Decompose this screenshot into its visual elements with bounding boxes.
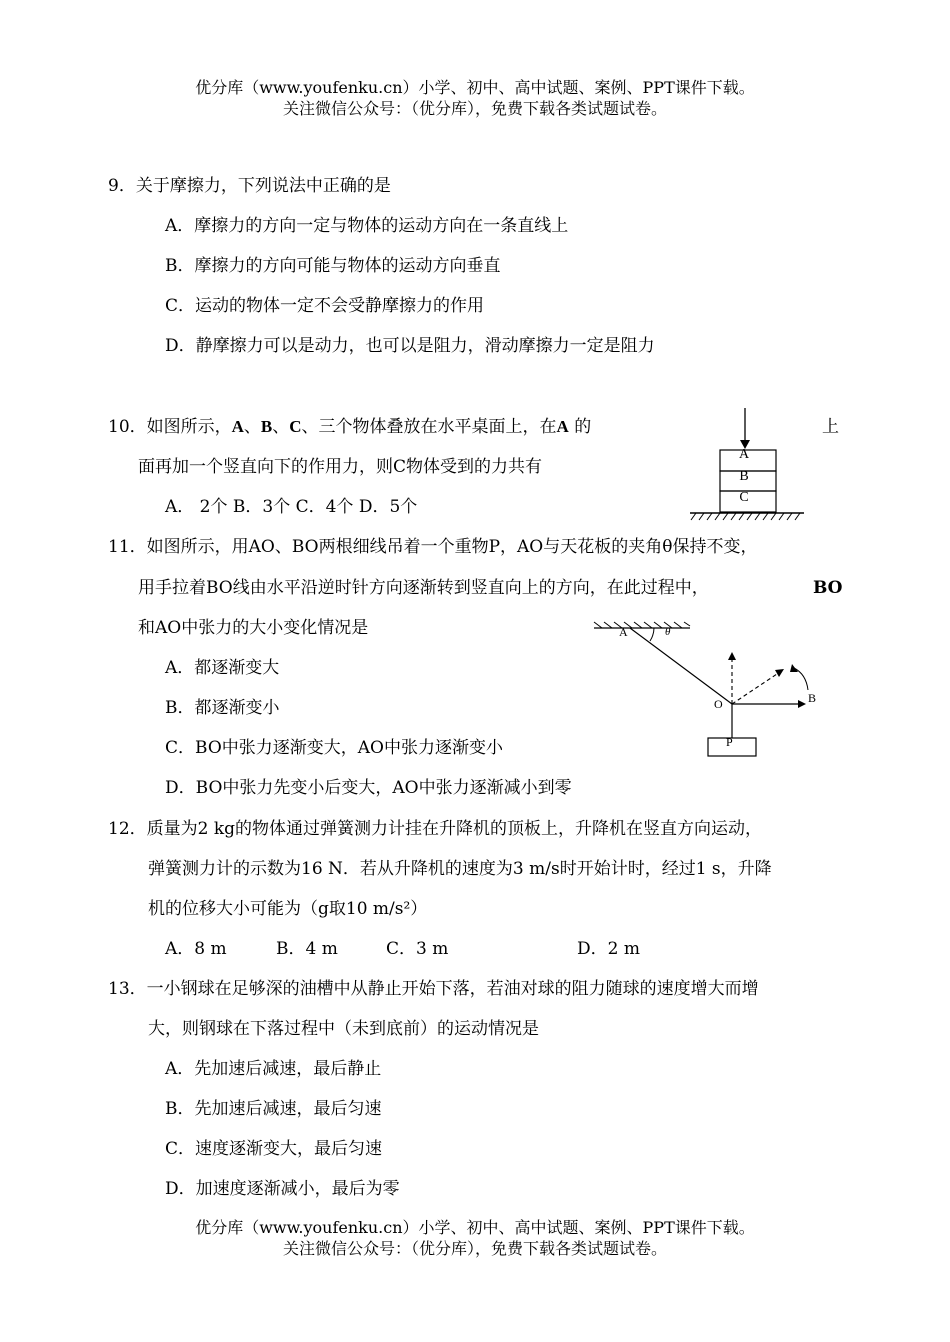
ceiling-hatching — [594, 622, 690, 628]
label-theta: θ — [665, 626, 671, 638]
label-o: O — [714, 697, 723, 711]
q12-line-2: 弹簧测力计的示数为16 N．若从升降机的速度为3 m/s时开始计时，经过1 s，升降 — [148, 859, 772, 879]
vertical-arrow-head — [728, 652, 736, 660]
rotation-arrow-head — [790, 664, 798, 672]
q13-line-1: 13．一小钢球在足够深的油槽中从静止开始下落，若油对球的阻力随球的速度增大而增 — [108, 979, 759, 999]
q11-option-b: B．都逐渐变小 — [165, 698, 280, 718]
q10-label-b: B — [260, 417, 273, 436]
q13-line-2: 大，则钢球在下落过程中（未到底前）的运动情况是 — [148, 1019, 539, 1039]
q11-line-1: 11．如图所示，用AO、BO两根细线吊着一个重物P，AO与天花板的夹角θ保持不变， — [108, 537, 758, 557]
angle-arc — [650, 628, 654, 641]
header-line-1: 优分库（www.youfenku.cn）小学、初中、高中试题、案例、PPT课件下载。 — [195, 78, 755, 97]
q10-label-c: C — [289, 417, 302, 436]
q11-option-c: C．BO中张力逐渐变大，AO中张力逐渐变小 — [165, 738, 503, 758]
q10-sep-1: 、 — [243, 417, 261, 437]
q10-label-a2: A — [556, 417, 569, 436]
q11-line-2-right: BO — [813, 578, 843, 598]
header-line-2: 关注微信公众号：（优分库），免费下载各类试题试卷。 — [282, 99, 667, 118]
q11-option-a: A．都逐渐变大 — [165, 658, 280, 678]
q10-label-a: A — [231, 417, 244, 436]
q10-mid: 、三个物体叠放在水平桌面上，在 — [301, 417, 557, 437]
q11-line-2: 用手拉着BO线由水平沿逆时针方向逐渐转到竖直向上的方向，在此过程中， — [138, 578, 709, 598]
diagonal-arrow-head — [775, 669, 784, 677]
fig-label-b: B — [739, 469, 749, 484]
q9-stem: 9．关于摩擦力，下列说法中正确的是 — [108, 176, 391, 196]
q10-sep-2: 、 — [272, 417, 290, 437]
table-hatching — [691, 513, 800, 520]
q12-option-d: D．2 m — [577, 939, 640, 959]
q10-line-2: 面再加一个竖直向下的作用力，则C物体受到的力共有 — [138, 457, 543, 477]
q13-option-b: B．先加速后减速，最后匀速 — [165, 1099, 382, 1119]
q10-figure — [688, 405, 806, 523]
q12-option-c: C．3 m — [386, 939, 449, 959]
dashed-diagonal — [732, 672, 780, 704]
q10-end: 的 — [568, 417, 592, 437]
q13-option-c: C．速度逐渐变大，最后匀速 — [165, 1139, 383, 1159]
q12-line-1: 12．质量为2 kg的物体通过弹簧测力计挂在升降机的顶板上，升降机在竖直方向运动， — [108, 819, 763, 839]
label-a: A — [619, 625, 628, 639]
q12-option-a: A．8 m — [165, 939, 227, 959]
q9-option-a: A．摩擦力的方向一定与物体的运动方向在一条直线上 — [165, 216, 569, 236]
q12-option-b: B．4 m — [276, 939, 338, 959]
string-ao — [630, 628, 732, 704]
q10-options: A． 2个 B．3个 C．4个 D．5个 — [165, 497, 418, 517]
q12-line-3: 机的位移大小可能为（g取10 m/s²） — [148, 899, 428, 919]
q9-option-d: D．静摩擦力可以是动力，也可以是阻力，滑动摩擦力一定是阻力 — [165, 336, 655, 356]
q11-figure — [592, 618, 832, 763]
footer-line-2: 关注微信公众号：（优分库），免费下载各类试题试卷。 — [282, 1239, 667, 1258]
q9-option-c: C．运动的物体一定不会受静摩擦力的作用 — [165, 296, 485, 316]
q10-right: 上 — [822, 417, 839, 437]
q13-option-d: D．加速度逐渐减小，最后为零 — [165, 1179, 400, 1199]
q10-num: 10．如图所示， — [108, 417, 232, 437]
q10-line-1 — [108, 415, 591, 439]
q13-option-a: A．先加速后减速，最后静止 — [165, 1059, 382, 1079]
fig-label-c: C — [739, 490, 749, 505]
q11-option-d: D．BO中张力先变小后变大，AO中张力逐渐减小到零 — [165, 778, 572, 798]
label-b: B — [808, 691, 817, 705]
label-p: P — [726, 735, 733, 749]
q9-option-b: B．摩擦力的方向可能与物体的运动方向垂直 — [165, 256, 501, 276]
fig-label-a: A — [738, 447, 750, 462]
q11-line-3: 和AO中张力的大小变化情况是 — [138, 618, 369, 638]
bo-arrow-head — [798, 700, 806, 708]
footer-line-1: 优分库（www.youfenku.cn）小学、初中、高中试题、案例、PPT课件下载。 — [195, 1218, 755, 1237]
